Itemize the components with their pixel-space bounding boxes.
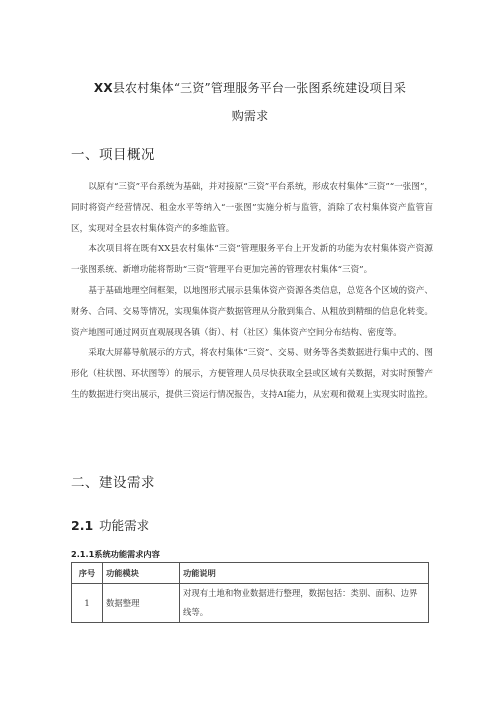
overview-paragraph-4: 采取大屏幕导航展示的方式，将农村集体“三资”、交易、财务等各类数据进行集中式的、图形化（柱状图、环状图等）的展示，方便管理人员尽快获取全县或区域有关数据，对实时预警产生的数据进行突出展示，提供三资运行情况报告，支持AI能力，从宏观和微观上实现实时监控。	[71, 348, 433, 400]
section-heading-overview: 一、项目概况	[71, 147, 155, 163]
cell-module: 数据整理	[103, 584, 180, 623]
table-row	[72, 584, 429, 623]
subsection-number: 2.1	[71, 518, 94, 533]
title-line-1	[70, 74, 430, 102]
overview-paragraph-3: 基于基础地理空间框架，以地图形式展示县集体资产资源各类信息，总览各个区域的资产、财务、合同、交易等情况，实现集体资产数据管理从分散到集合、从粗放到精细的信息化转变。资产地图可通过网页直观展现各镇（街）、村（社区）集体资产空间分布结构、密度等。	[71, 285, 433, 338]
subsection-heading	[71, 516, 149, 534]
header-description: 功能说明	[180, 563, 429, 584]
title-county-code: XX	[93, 81, 113, 95]
requirements-table	[71, 562, 429, 623]
title-line-1-text: 县农村集体“三资”管理服务平台一张图系统建设项目采	[112, 81, 407, 95]
cell-description: 对现有土地和物业数据进行整理，数据包括：类别、面积、边界线等。	[180, 584, 429, 623]
header-module: 功能模块	[103, 563, 180, 584]
document-title	[70, 74, 430, 130]
overview-body	[71, 177, 433, 406]
table-caption: 2.1.1系统功能需求内容	[71, 549, 160, 559]
overview-paragraph-1: 以原有“三资”平台系统为基础，并对接原“三资”平台系统，形成农村集体“三资”“一张图”，同时将资产经营情况、租金水平等纳入“一张图”实施分析与监管，消除了农村集体资产监管盲区，实现对全县农村集体资产的多维监管。	[71, 182, 433, 234]
title-line-2: 购需求	[231, 109, 269, 123]
header-index: 序号	[72, 563, 103, 584]
subsection-label: 功能需求	[99, 518, 150, 533]
section-heading-requirements: 二、建设需求	[71, 475, 155, 491]
overview-paragraph-2: 本次项目将在既有XX县农村集体“三资”管理服务平台上开发新的功能为农村集体资产资源一张图系统、新增功能将帮助“三资”管理平台更加完善的管理农村集体“三资”。	[71, 244, 433, 276]
cell-index: 1	[72, 584, 103, 623]
table-header-row	[72, 563, 429, 584]
